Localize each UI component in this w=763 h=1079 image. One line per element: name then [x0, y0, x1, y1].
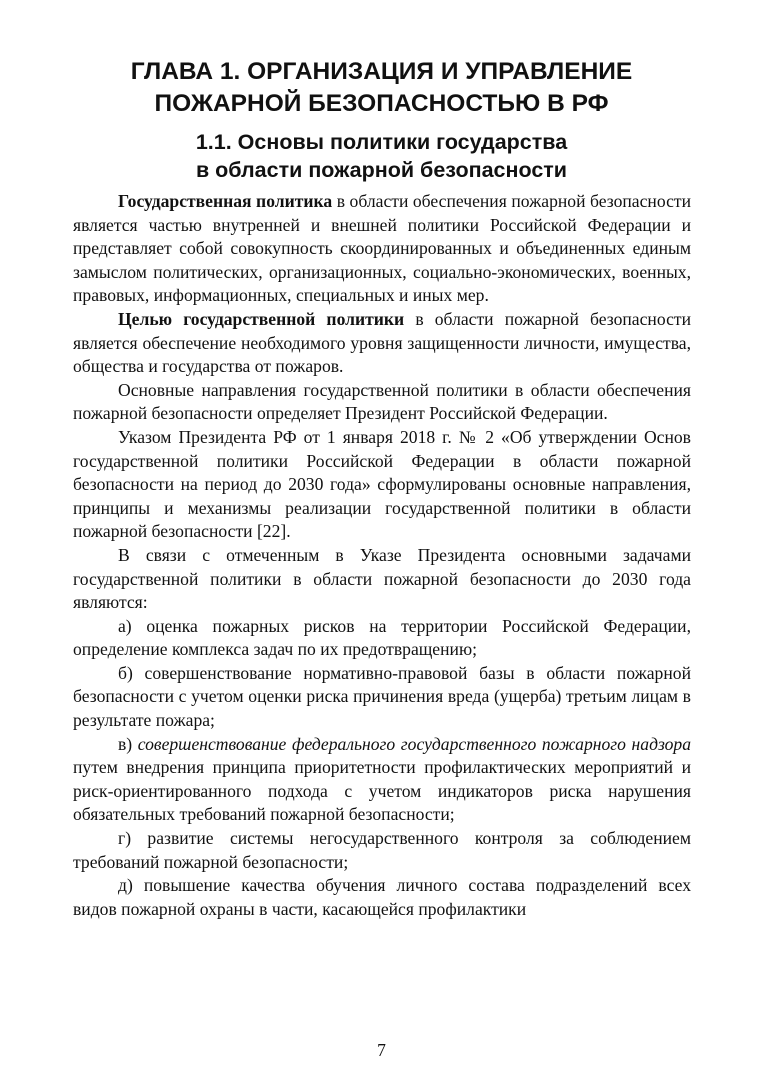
chapter-title-line-1: ГЛАВА 1. ОРГАНИЗАЦИЯ И УПРАВЛЕНИЕ — [130, 58, 633, 85]
body-text — [73, 190, 691, 921]
paragraph-state-policy — [73, 190, 691, 308]
term-policy-goal: Целью государственной политики — [118, 308, 405, 329]
emphasis-fire-supervision: совершенствование федерального государственного пожарного надзора — [137, 733, 691, 754]
page-number: 7 — [377, 1040, 386, 1060]
paragraph-decree: Указом Президента РФ от 1 января 2018 г. № 2 «Об утверждении Основ государственной политики Российской Федерации в области пожарной безопасности на период до 2030 года» сформулированы основные направления, принципы и механизмы реализации государственной политики в области пожарной безопасности [22]. — [73, 426, 691, 542]
term-state-policy: Государственная политика — [118, 191, 333, 211]
section-title — [60, 128, 703, 184]
paragraph-policy-goal — [73, 308, 691, 379]
section-title-line-1: 1.1. Основы политики государства — [195, 130, 568, 154]
list-item-v — [73, 733, 691, 827]
chapter-title-line-2: ПОЖАРНОЙ БЕЗОПАСНОСТЬЮ В РФ — [154, 90, 609, 117]
paragraph-tasks-intro: В связи с отмеченным в Указе Президента основными задачами государственной политики в области пожарной безопасности до 2030 года являются: — [73, 544, 691, 613]
paragraph-text: в области пожарной безопасности является обеспечение необходимого уровня защищенности личности, имущества, общества и государства от пожаров. — [73, 308, 691, 377]
paragraph-text: путем внедрения принципа приоритетности профилактических мероприятий и риск-ориентированного подхода с учетом индикаторов риска нарушения обязательных требований пожарной безопасности; — [73, 757, 691, 825]
list-item-g: г) развитие системы негосударственного контроля за соблюдением требований пожарной безопасности; — [73, 828, 691, 872]
paragraph-main-directions: Основные направления государственной политики в области обеспечения пожарной безопасности определяет Президент Российской Федерации. — [73, 379, 691, 424]
section-title-line-2: в области пожарной безопасности — [195, 158, 568, 182]
list-item-prefix: в) — [118, 733, 138, 754]
list-item-d: д) повышение качества обучения личного состава подразделений всех видов пожарной охраны в части, касающейся профилактики — [73, 875, 691, 919]
paragraph-text: в области обеспечения пожарной безопасности является частью внутренней и внешней политики Российской Федерации и представляет собой совокупность скоординированных и объединенных единым замыслом политических, организационных, социально-экономических, военных, правовых, информационных, специальных и иных мер. — [73, 191, 691, 306]
list-item-a: а) оценка пожарных рисков на территории Российской Федерации, определение комплекса задач по их предотвращению; — [73, 615, 691, 660]
chapter-title — [60, 56, 703, 120]
list-item-b: б) совершенствование нормативно-правовой базы в области пожарной безопасности с учетом оценки риска причинения вреда (ущерба) третьим лицам в результате пожара; — [73, 662, 691, 731]
